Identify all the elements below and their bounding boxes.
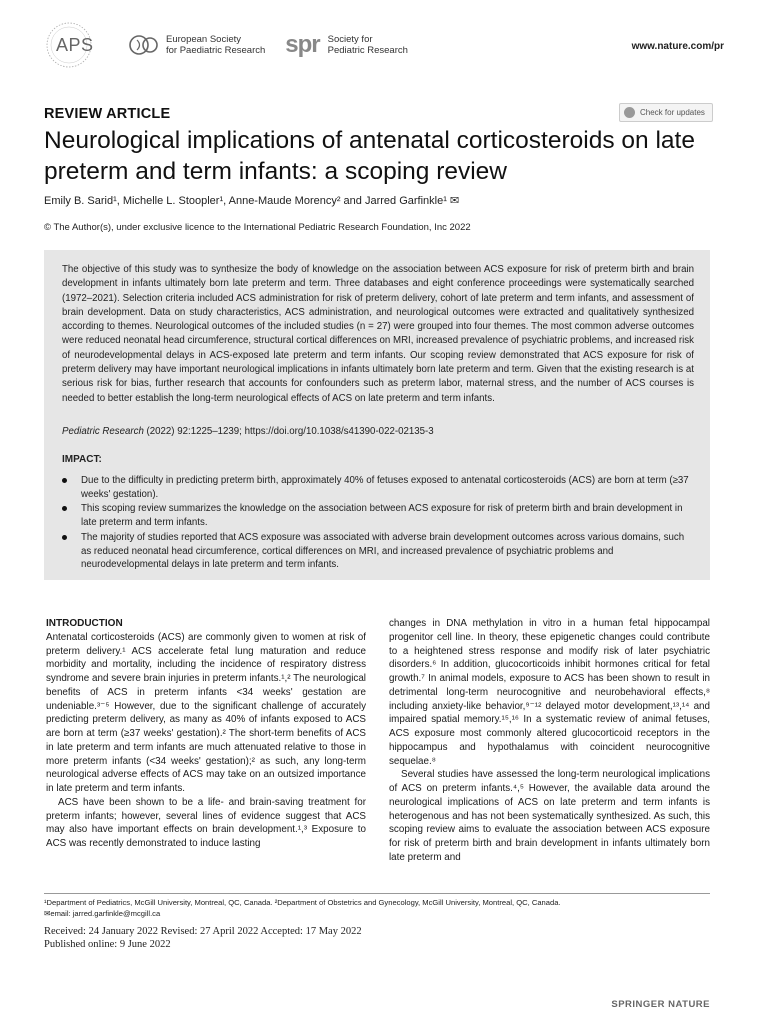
article-title: Neurological implications of antenatal corticosteroids on late preterm and term infants: a scoping review xyxy=(44,127,695,185)
footnote-divider xyxy=(44,893,710,894)
aps-logo-text: APS xyxy=(56,34,94,55)
bullet-icon xyxy=(62,506,67,511)
spr-logo-mark: spr xyxy=(285,31,320,58)
article-history xyxy=(44,925,362,951)
espr-logo-icon xyxy=(128,31,162,59)
body-paragraph: ACS have been shown to be a life- and brain-saving treatment for preterm infants; however, several lines of evidence suggest that ACS may also have important effects on brain development.¹,³ Exposure to ACS was recently demonstrated to induce lasting xyxy=(46,796,366,849)
body-column-left xyxy=(46,617,366,851)
citation-line xyxy=(62,426,434,437)
bullet-icon xyxy=(62,478,67,483)
espr-logo xyxy=(128,31,265,59)
impact-item: This scoping review summarizes the knowledge on the association between ACS exposure for risk of preterm birth and brain development in late preterm and term infants. xyxy=(62,502,694,529)
impact-list xyxy=(62,474,694,573)
body-paragraph: Antenatal corticosteroids (ACS) are commonly given to women at risk of preterm delivery.¹ ACS accelerate fetal lung maturation and reduce morbidity and mortality, including the incidence of respiratory distress syndrome and severe brain injuries in preterm infants.¹,² The neurological benefits of ACS in preterm infants <34 weeks' gestation are undeniable.³⁻⁵ However, due to the significant challenge of accurately predicting preterm delivery, as many as 40% of infants exposed to ACS are born at term (≥37 weeks' gestation).² The short-term benefits of ACS in late preterm and term infants are much attenuated relative to those in more preterm infants (<34 weeks' gestation);² as such, any long-term neurological adverse effects of ACS may take on an outsized importance in late preterm and term infants. xyxy=(46,631,366,794)
journal-name: Pediatric Research xyxy=(62,426,144,437)
check-updates-label: Check for updates xyxy=(640,108,705,117)
article-type-label: REVIEW ARTICLE xyxy=(44,106,171,122)
espr-logo-text: European Society for Paediatric Research xyxy=(166,34,266,56)
body-paragraph: changes in DNA methylation in vitro in a human fetal hippocampal progenitor cell line. In theory, these epigenetic changes could contribute to a heightened stress response and modify risk of later psychiatric disorders.⁶ In addition, glucocorticoids inhibit hormones critical for fetal growth.⁷ In animal models, exposure to ACS has been shown to result in detrimental long-term neurocognitive and neurobehavioral effects,⁸ including anxiety-like behavior,⁹⁻¹² delayed motor development,¹³,¹⁴ and impaired spatial memory.¹⁵,¹⁶ In a systematic review of animal fetuses, ACS exposure most commonly altered glucocorticoid receptors in the hippocampus and hypothalamus with coincident neurocognitive sequelae.⁸ xyxy=(389,618,710,767)
publisher-logo: SPRINGER NATURE xyxy=(611,999,710,1010)
bullet-icon xyxy=(62,535,67,540)
body-column-right xyxy=(389,617,710,865)
affiliations-footnote xyxy=(44,897,710,919)
abstract-text: The objective of this study was to synthesize the body of knowledge on the association between ACS exposure for risk of preterm birth and brain development in infants ultimately born late preterm and term. Three databases and eight conference proceedings were systematically searched (1972–2021). Selection criteria included ACS administration for risk of preterm delivery, cohort of late preterm and term infants, and assessment of brain development. Data on study characteristics, ACS administration, and neurological outcomes were extracted and qualitatively synthesized according to themes. Neurological outcomes of the included studies (n = 27) were grouped into four themes. The most common adverse outcomes were reduced neonatal head circumference, structural cortical differences on MRI, increased prevalence of psychiatric problems, and increased risk of neurodevelopmental delays in ACS-exposed late preterm and term infants. Our scoping review demonstrated that ACS exposure for risk of preterm delivery may have important neurological implications in infants ultimately born late preterm and term. Given that the existing research is at serious risk for bias, further research that accounts for confounders such as preterm labor, maternal stress, and the number of ACS courses is needed to better establish the long-term neurological effects of ACS on late preterm and term infants. xyxy=(62,264,694,404)
spr-logo xyxy=(285,31,408,59)
check-updates-icon xyxy=(624,107,635,118)
spr-logo-text: Society for Pediatric Research xyxy=(327,34,408,56)
impact-item: Due to the difficulty in predicting preterm birth, approximately 40% of fetuses exposed to antenatal corticosteroids (ACS) are born at term (≥37 weeks' gestation). xyxy=(62,474,694,501)
corresponding-email[interactable]: ✉email: jarred.garfinkle@mcgill.ca xyxy=(44,909,161,918)
author-list: Emily B. Sarid¹, Michelle L. Stoopler¹, Anne-Maude Morency² and Jarred Garfinkle¹ ✉ xyxy=(44,195,460,207)
body-paragraph: Several studies have assessed the long-term neurological implications of ACS on preterm infants.⁴,⁵ However, the available data around the neurological implications of ACS on late preterm and term infants is heterogenous and has not been systematically synthesized. As such, this scoping review aims to evaluate the association between ACS exposure for risk of preterm birth and brain development in infants ultimately born late preterm and xyxy=(389,769,710,863)
impact-item: The majority of studies reported that ACS exposure was associated with adverse brain development outcomes across various domains, such as reduced neonatal head circumference, cortical differences on MRI, and increased prevalence of psychiatric problems and neurodevelopmental delays in late preterm and term infants. xyxy=(62,531,694,572)
impact-heading: IMPACT: xyxy=(62,454,102,465)
citation-details[interactable]: (2022) 92:1225–1239; https://doi.org/10.1038/s41390-022-02135-3 xyxy=(143,426,434,437)
published-date: Published online: 9 June 2022 xyxy=(44,939,171,950)
aps-logo xyxy=(44,20,108,70)
copyright-notice: © The Author(s), under exclusive licence to the International Pediatric Research Foundation, Inc 2022 xyxy=(44,222,471,233)
received-dates: Received: 24 January 2022 Revised: 27 April 2022 Accepted: 17 May 2022 xyxy=(44,926,362,937)
journal-site-link[interactable]: www.nature.com/pr xyxy=(631,41,724,52)
check-for-updates-button[interactable] xyxy=(619,103,713,122)
section-heading-introduction: INTRODUCTION xyxy=(46,618,123,629)
affiliations-text: ¹Department of Pediatrics, McGill University, Montreal, QC, Canada. ²Department of Obstetrics and Gynecology, McGill University, Montreal, QC, Canada. xyxy=(44,898,561,907)
society-logos xyxy=(44,20,408,70)
